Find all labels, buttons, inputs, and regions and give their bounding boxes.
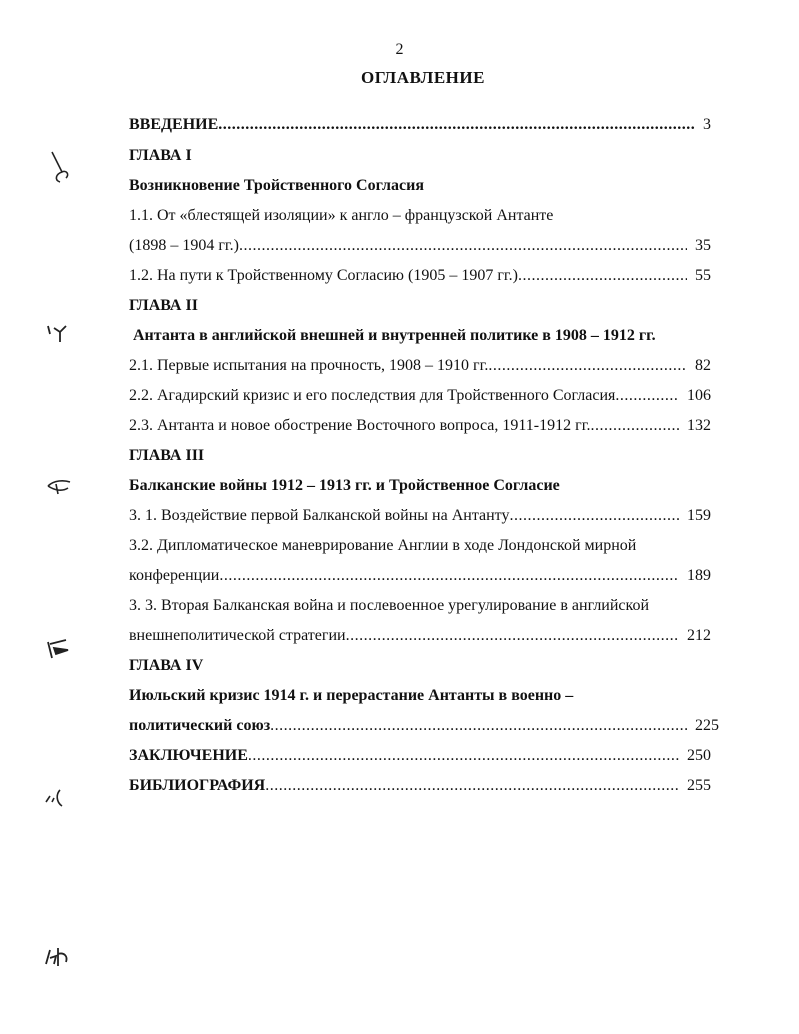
dot-leader	[518, 266, 687, 286]
dot-leader	[509, 506, 679, 526]
toc-title: ОГЛАВЛЕНИЕ	[361, 68, 485, 87]
entry-page: 255	[687, 777, 711, 794]
section-3-2-line2	[129, 566, 711, 586]
dot-leader	[219, 566, 679, 586]
chapter-2-title: Антанта в английской внешней и внутренней политике в 1908 – 1912 гг.	[133, 327, 656, 344]
entry-page: 35	[695, 237, 711, 254]
entry-page: 106	[687, 387, 711, 404]
handwritten-mark-icon	[44, 636, 72, 662]
entry-label: 2.3. Антанта и новое обострение Восточного вопроса, 1911-1912 гг.	[129, 417, 591, 434]
entry-label: политический союз	[129, 717, 271, 734]
entry-label: конференции	[129, 567, 220, 584]
chapter-1-heading: ГЛАВА I	[129, 147, 192, 164]
dot-leader	[346, 626, 679, 646]
entry-page: 3	[703, 116, 711, 133]
entry-page: 189	[687, 567, 711, 584]
entry-label: 2.2. Агадирский кризис и его последствия для Тройственного Согласия	[129, 387, 616, 404]
dot-leader	[218, 115, 695, 135]
chapter-4-title-line2	[129, 716, 719, 736]
chapter-3-title: Балканские войны 1912 – 1913 гг. и Тройственное Согласие	[129, 477, 560, 494]
page-number: 2	[395, 41, 404, 58]
dot-leader	[615, 386, 679, 406]
entry-label: 1.2. На пути к Тройственному Согласию (1905 – 1907 гг.)	[129, 267, 518, 284]
entry-label: БИБЛИОГРАФИЯ	[129, 777, 266, 794]
entry-page: 225	[695, 717, 719, 734]
entry-label: внешнеполитической стратегии	[129, 627, 346, 644]
dot-leader	[488, 356, 687, 376]
section-3-3-line1: 3. 3. Вторая Балканская война и послевоенное урегулирование в английской	[129, 597, 650, 614]
handwritten-mark-icon	[46, 322, 70, 344]
entry-label: (1898 – 1904 гг.)	[129, 237, 239, 254]
chapter-4-title-line1: Июльский кризис 1914 г. и перерастание Антанты в военно –	[129, 687, 574, 704]
entry-label: ЗАКЛЮЧЕНИЕ	[129, 747, 248, 764]
toc-entry-conclusion	[129, 746, 711, 766]
dot-leader	[270, 716, 687, 736]
section-3-3-line2	[129, 626, 711, 646]
section-1-1-line1: 1.1. От «блестящей изоляции» к англо – французской Антанте	[129, 207, 554, 224]
handwritten-mark-icon	[44, 474, 74, 496]
dot-leader	[239, 236, 687, 256]
section-2-1	[129, 356, 711, 376]
entry-label: ВВЕДЕНИЕ	[129, 116, 219, 133]
entry-page: 82	[695, 357, 711, 374]
section-1-1-line2	[129, 236, 711, 256]
entry-page: 250	[687, 747, 711, 764]
entry-page: 159	[687, 507, 711, 524]
toc-entry-intro	[129, 115, 711, 135]
chapter-3-heading: ГЛАВА III	[129, 447, 205, 464]
entry-label: 3. 1. Воздействие первой Балканской войны на Антанту	[129, 507, 510, 524]
toc-entry-bibliography	[129, 776, 711, 796]
section-3-2-line1: 3.2. Дипломатическое маневрирование Англии в ходе Лондонской мирной	[129, 537, 637, 554]
section-1-2	[129, 266, 711, 286]
chapter-2-heading: ГЛАВА II	[129, 297, 198, 314]
handwritten-mark-icon	[46, 150, 74, 184]
entry-label: 2.1. Первые испытания на прочность, 1908 – 1910 гг.	[129, 357, 489, 374]
section-2-3	[129, 416, 711, 436]
section-2-2	[129, 386, 711, 406]
handwritten-signature-icon	[44, 944, 74, 970]
chapter-4-heading: ГЛАВА IV	[129, 657, 204, 674]
section-3-1	[129, 506, 711, 526]
dot-leader	[265, 776, 679, 796]
handwritten-mark-icon	[44, 786, 70, 808]
entry-page: 212	[687, 627, 711, 644]
entry-page: 55	[695, 267, 711, 284]
dot-leader	[590, 416, 679, 436]
dot-leader	[248, 746, 679, 766]
entry-page: 132	[687, 417, 711, 434]
chapter-1-title: Возникновение Тройственного Согласия	[129, 177, 425, 194]
